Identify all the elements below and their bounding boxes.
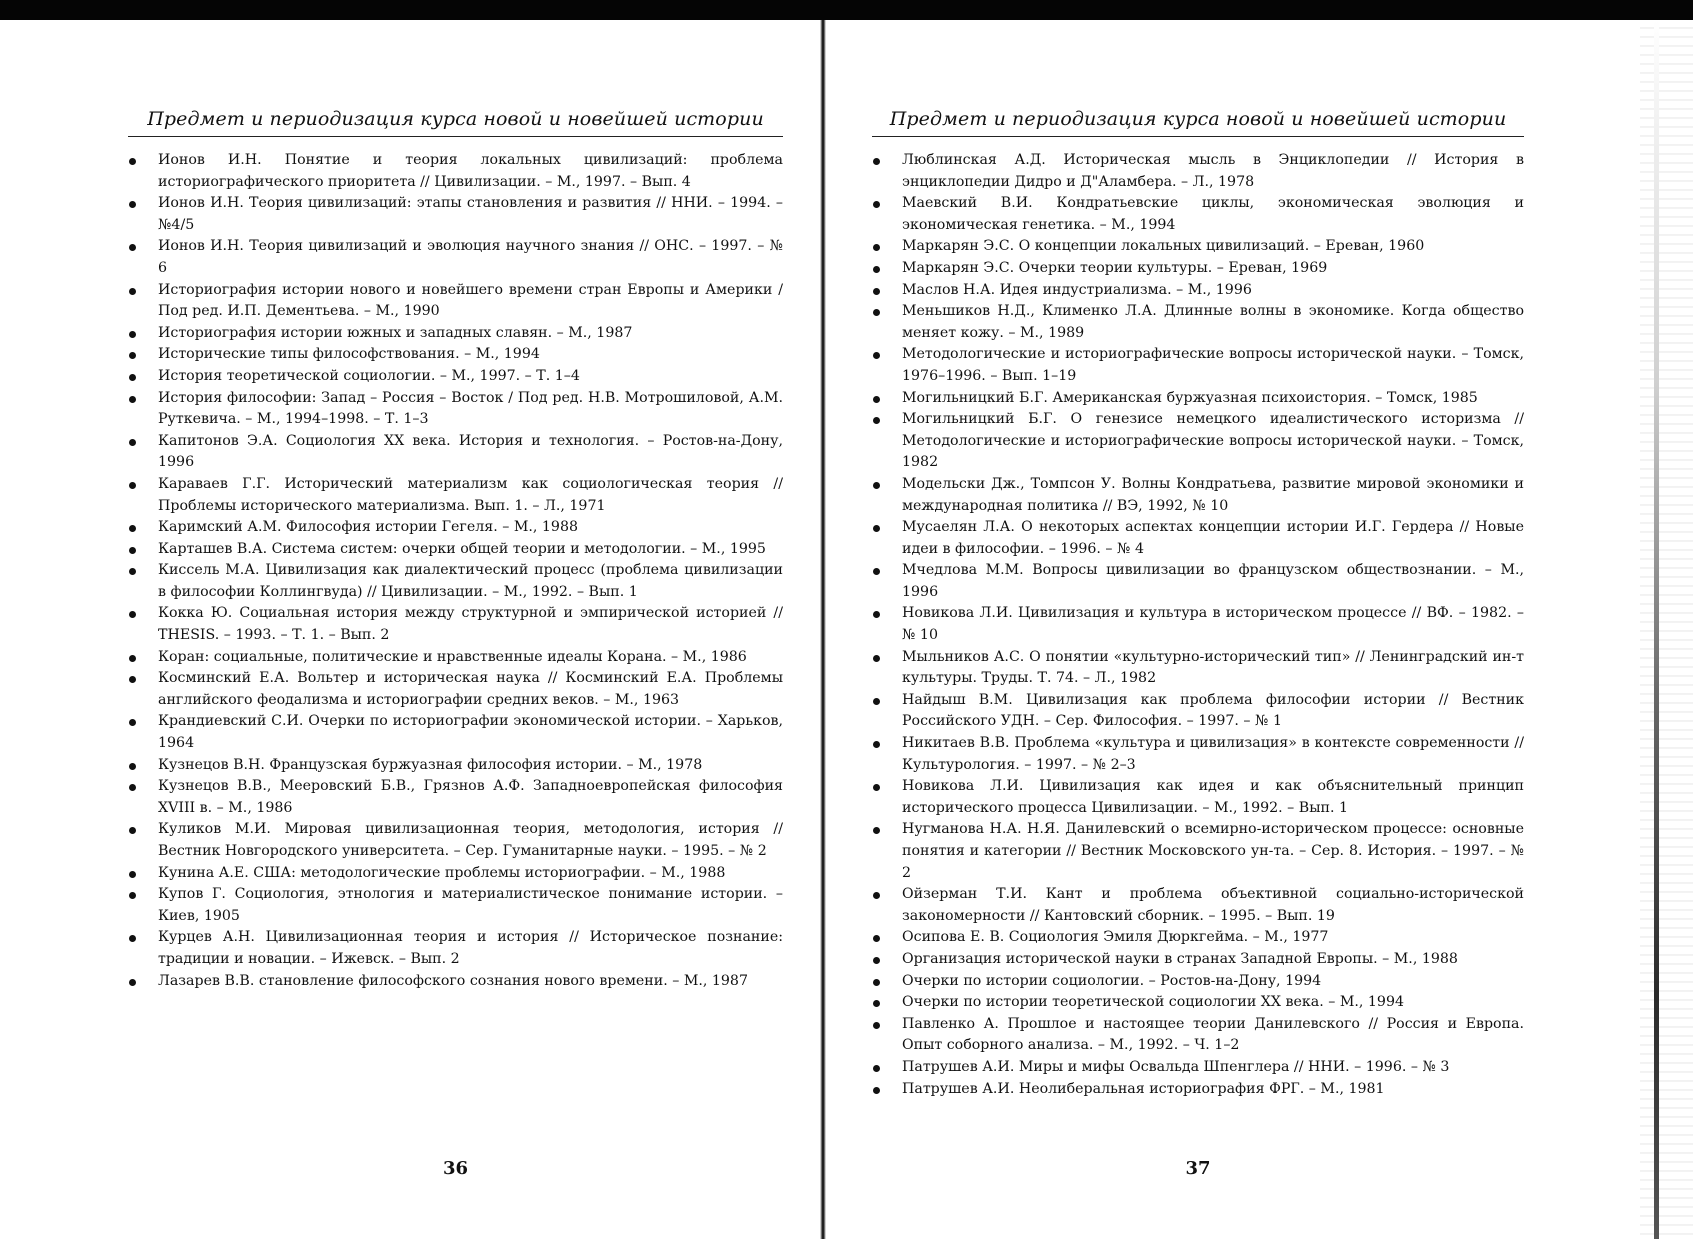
bullet-icon: [129, 482, 136, 489]
bibliography-entry: [128, 884, 783, 927]
entry-text: Кузнецов В.Н. Французская буржуазная философия истории. – М., 1978: [158, 756, 703, 773]
bullet-icon: [873, 935, 880, 942]
bibliography-entry: [872, 1079, 1524, 1101]
entry-text: История философии: Запад – Россия – Восток / Под ред. Н.В. Мотрошиловой, А.М. Руткевича. – М., 1994–1998. – Т. 1–3: [158, 389, 783, 428]
bibliography-entry: [128, 431, 783, 474]
bibliography-entry: [128, 560, 783, 603]
bibliography-entry: [128, 517, 783, 539]
entry-text: Ойзерман Т.И. Кант и проблема объективной социально-исторической закономерности // Кантовский сборник. – 1995. – Вып. 19: [902, 886, 1524, 924]
bullet-icon: [129, 568, 136, 575]
bullet-icon: [129, 547, 136, 554]
bullet-icon: [873, 827, 880, 834]
bullet-icon: [129, 655, 136, 662]
bibliography-entry: [872, 992, 1524, 1014]
entry-text: Меньшиков Н.Д., Клименко Л.А. Длинные волны в экономике. Когда общество меняет кожу. – М., 1989: [902, 303, 1524, 341]
right-page: [872, 0, 1524, 1239]
bibliography-entry: [872, 927, 1524, 949]
entry-text: Киссель М.А. Цивилизация как диалектический процесс (проблема цивилизации в философии Коллингвуда) // Цивилизации. – М., 1992. – Вып. 1: [158, 562, 783, 600]
book-spine-gutter: [820, 20, 826, 1239]
bullet-icon: [873, 1022, 880, 1029]
entry-text: Никитаев В.В. Проблема «культура и цивилизация» в контексте современности // Культурология. – 1997. – № 2–3: [902, 735, 1524, 773]
entry-text: Мыльников А.С. О понятии «культурно-исторический тип» // Ленинградский ин-т культуры. Труды. Т. 74. – Л., 1982: [902, 648, 1524, 687]
bibliography-entry: [872, 280, 1524, 302]
entry-text: Маркарян Э.С. О концепции локальных цивилизаций. – Ереван, 1960: [902, 238, 1425, 255]
bullet-icon: [873, 417, 880, 424]
bibliography-entry: [872, 776, 1524, 819]
bullet-icon: [129, 288, 136, 295]
bullet-icon: [873, 158, 880, 165]
left-page: [128, 0, 783, 1239]
bullet-icon: [873, 892, 880, 899]
bibliography-entry: [128, 280, 783, 323]
bullet-icon: [873, 288, 880, 295]
bibliography-entry: [128, 344, 783, 366]
bullet-icon: [129, 719, 136, 726]
entry-text: Мусаелян Л.А. О некоторых аспектах концепции истории И.Г. Гердера // Новые идеи в философии. – 1996. – № 4: [902, 519, 1524, 557]
entry-text: Косминский Е.А. Вольтер и историческая наука // Косминский Е.А. Проблемы английского феодализма и историографии средних веков. – М., 1963: [158, 670, 783, 708]
header-rule: [872, 136, 1524, 137]
bullet-icon: [873, 525, 880, 532]
bullet-icon: [873, 957, 880, 964]
bullet-icon: [873, 1000, 880, 1007]
page-number: 37: [1185, 1158, 1211, 1179]
running-header: Предмет и периодизация курса новой и новейшей истории: [147, 108, 764, 130]
bibliography-entry: [128, 819, 783, 862]
bibliography-entry: [872, 884, 1524, 927]
bullet-icon: [129, 331, 136, 338]
entry-text: Патрушев А.И. Неолиберальная историография ФРГ. – М., 1981: [902, 1080, 1385, 1097]
bibliography-entry: [872, 690, 1524, 733]
bibliography-entry: [872, 603, 1524, 646]
bullet-icon: [129, 935, 136, 942]
bullet-icon: [873, 611, 880, 618]
bibliography-entry: [872, 1014, 1524, 1057]
entry-text: Коран: социальные, политические и нравственные идеалы Корана. – М., 1986: [158, 648, 747, 665]
bibliography-entry: [872, 193, 1524, 236]
bullet-icon: [129, 525, 136, 532]
bullet-icon: [873, 309, 880, 316]
bullet-icon: [873, 244, 880, 251]
entry-text: Капитонов Э.А. Социология XX века. История и технология. – Ростов-на-Дону, 1996: [158, 432, 783, 471]
entry-text: Люблинская А.Д. Историческая мысль в Энциклопедии // История в энциклопедии Дидро и Д"Аламбера. – Л., 1978: [902, 152, 1524, 190]
entry-text: Методологические и историографические вопросы исторической науки. – Томск, 1976–1996. – Вып. 1–19: [902, 346, 1524, 384]
bibliography-entry: [128, 776, 783, 819]
bibliography-list: [872, 150, 1524, 1100]
entry-text: Нугманова Н.А. Н.Я. Данилевский о всемирно-историческом процессе: основные понятия и категории // Вестник Московского ун-та. – Сер. 8. История. – 1997. – № 2: [902, 821, 1524, 881]
page-number: 36: [442, 1158, 469, 1179]
bibliography-entry: [128, 474, 783, 517]
entry-text: Ионов И.Н. Теория цивилизаций: этапы становления и развития // ННИ. – 1994. – №4/5: [158, 195, 783, 233]
bibliography-entry: [872, 1057, 1524, 1079]
bibliography-entry: [872, 301, 1524, 344]
bibliography-entry: [128, 863, 783, 885]
entry-text: Новикова Л.И. Цивилизация как идея и как объяснительный принцип исторического процесса Цивилизации. – М., 1992. – Вып. 1: [902, 778, 1524, 816]
bullet-icon: [129, 352, 136, 359]
entry-text: Историография истории южных и западных славян. – М., 1987: [158, 324, 633, 341]
entry-text: Маевский В.И. Кондратьевские циклы, экономическая эволюция и экономическая генетика. – М., 1994: [902, 195, 1524, 233]
bibliography-entry: [872, 819, 1524, 884]
bullet-icon: [873, 1065, 880, 1072]
entry-text: Кунина А.Е. США: методологические проблемы историографии. – М., 1988: [158, 864, 726, 881]
bullet-icon: [129, 611, 136, 618]
entry-text: Крандиевский С.И. Очерки по историографии экономической истории. – Харьков, 1964: [158, 713, 783, 752]
bibliography-list: [128, 150, 783, 992]
bibliography-entry: [872, 344, 1524, 387]
running-header: Предмет и периодизация курса новой и новейшей истории: [889, 108, 1507, 130]
bibliography-entry: [872, 474, 1524, 517]
bullet-icon: [129, 827, 136, 834]
scan-right-edge: [1640, 20, 1693, 1239]
entry-text: Мчедлова М.М. Вопросы цивилизации во французском обществознании. – М., 1996: [902, 562, 1524, 600]
entry-text: Карташев В.А. Система систем: очерки общей теории и методологии. – М., 1995: [158, 540, 766, 557]
bibliography-entry: [128, 711, 783, 754]
bullet-icon: [129, 892, 136, 899]
bullet-icon: [129, 374, 136, 381]
bullet-icon: [873, 352, 880, 359]
entry-text: Патрушев А.И. Миры и мифы Освальда Шпенглера // ННИ. – 1996. – № 3: [902, 1058, 1450, 1075]
entry-text: Могильницкий Б.Г. Американская буржуазная психоистория. – Томск, 1985: [902, 389, 1478, 406]
bullet-icon: [873, 482, 880, 489]
bibliography-entry: [872, 733, 1524, 776]
entry-text: Организация исторической науки в странах Западной Европы. – М., 1988: [902, 950, 1458, 967]
bullet-icon: [873, 1087, 880, 1094]
bullet-icon: [129, 979, 136, 986]
bullet-icon: [129, 396, 136, 403]
entry-text: Исторические типы философствования. – М., 1994: [158, 346, 540, 363]
bibliography-entry: [128, 971, 783, 993]
entry-text: Осипова Е. В. Социология Эмиля Дюркгейма. – М., 1977: [902, 929, 1329, 946]
entry-text: Найдыш В.М. Цивилизация как проблема философии истории // Вестник Российского УДН. – Сер. Философия. – 1997. – № 1: [902, 691, 1524, 730]
entry-text: Лазарев В.В. становление философского сознания нового времени. – М., 1987: [158, 972, 748, 989]
bullet-icon: [129, 763, 136, 770]
entry-text: Очерки по истории теоретической социологии XX века. – М., 1994: [902, 994, 1405, 1011]
bullet-icon: [129, 158, 136, 165]
entry-text: Караваев Г.Г. Исторический материализм как социологическая теория // Проблемы исторического материализма. Вып. 1. – Л., 1971: [158, 475, 783, 514]
header-rule: [128, 136, 783, 137]
bibliography-entry: [872, 236, 1524, 258]
bibliography-entry: [872, 258, 1524, 280]
bibliography-entry: [128, 668, 783, 711]
bullet-icon: [129, 676, 136, 683]
bullet-icon: [129, 201, 136, 208]
entry-text: История теоретической социологии. – М., 1997. – Т. 1–4: [158, 367, 580, 384]
entry-text: Модельски Дж., Томпсон У. Волны Кондратьева, развитие мировой экономики и международная политика // ВЭ, 1992, № 10: [902, 475, 1524, 514]
bullet-icon: [129, 871, 136, 878]
bullet-icon: [129, 784, 136, 791]
bullet-icon: [873, 266, 880, 273]
bibliography-entry: [128, 193, 783, 236]
entry-text: Купов Г. Социология, этнология и материалистическое понимание истории. – Киев, 1905: [158, 886, 783, 924]
bullet-icon: [129, 244, 136, 251]
bibliography-entry: [128, 150, 783, 193]
bibliography-entry: [128, 388, 783, 431]
bullet-icon: [873, 568, 880, 575]
bibliography-entry: [872, 560, 1524, 603]
bullet-icon: [873, 396, 880, 403]
bibliography-entry: [872, 150, 1524, 193]
entry-text: Кокка Ю. Социальная история между структурной и эмпирической историей // THESIS. – 1993. – Т. 1. – Вып. 2: [158, 605, 783, 644]
entry-text: Куликов М.И. Мировая цивилизационная теория, методология, история // Вестник Новгородского университета. – Сер. Гуманитарные науки. – 1995. – № 2: [158, 821, 783, 859]
entry-text: Ионов И.Н. Теория цивилизаций и эволюция научного знания // ОНС. – 1997. – № 6: [158, 238, 783, 276]
bullet-icon: [129, 439, 136, 446]
bibliography-entry: [872, 971, 1524, 993]
bibliography-entry: [128, 323, 783, 345]
entry-text: Каримский А.М. Философия истории Гегеля. – М., 1988: [158, 519, 579, 536]
bibliography-entry: [128, 539, 783, 561]
bibliography-entry: [128, 927, 783, 970]
bibliography-entry: [872, 949, 1524, 971]
entry-text: Могильницкий Б.Г. О генезисе немецкого идеалистического историзма // Методологические и историографические вопросы исторической науки. – Томск, 1982: [902, 411, 1524, 471]
bibliography-entry: [872, 409, 1524, 474]
bullet-icon: [873, 655, 880, 662]
entry-text: Маслов Н.А. Идея индустриализма. – М., 1996: [902, 281, 1252, 298]
entry-text: Кузнецов В.В., Мееровский Б.В., Грязнов А.Ф. Западноевропейская философия XVIII в. – М., 1986: [158, 778, 783, 816]
entry-text: Ионов И.Н. Понятие и теория локальных цивилизаций: проблема историографического приоритета // Цивилизации. – М., 1997. – Вып. 4: [158, 152, 783, 190]
entry-text: Маркарян Э.С. Очерки теории культуры. – Ереван, 1969: [902, 259, 1328, 276]
bibliography-entry: [128, 236, 783, 279]
bibliography-entry: [872, 388, 1524, 410]
bibliography-entry: [872, 647, 1524, 690]
entry-text: Новикова Л.И. Цивилизация и культура в историческом процессе // ВФ. – 1982. – № 10: [902, 605, 1524, 644]
entry-text: Историография истории нового и новейшего времени стран Европы и Америки / Под ред. И.П. Дементьева. – М., 1990: [158, 281, 783, 320]
bullet-icon: [873, 979, 880, 986]
entry-text: Курцев А.Н. Цивилизационная теория и история // Историческое познание: традиции и новации. – Ижевск. – Вып. 2: [158, 929, 783, 967]
bullet-icon: [873, 201, 880, 208]
entry-text: Очерки по истории социологии. – Ростов-на-Дону, 1994: [902, 972, 1322, 989]
bibliography-entry: [128, 647, 783, 669]
entry-text: Павленко А. Прошлое и настоящее теории Данилевского // Россия и Европа. Опыт соборного анализа. – М., 1992. – Ч. 1–2: [902, 1015, 1524, 1054]
bibliography-entry: [872, 517, 1524, 560]
bullet-icon: [873, 741, 880, 748]
bibliography-entry: [128, 755, 783, 777]
bibliography-entry: [128, 366, 783, 388]
bibliography-entry: [128, 603, 783, 646]
bullet-icon: [873, 698, 880, 705]
bullet-icon: [873, 784, 880, 791]
